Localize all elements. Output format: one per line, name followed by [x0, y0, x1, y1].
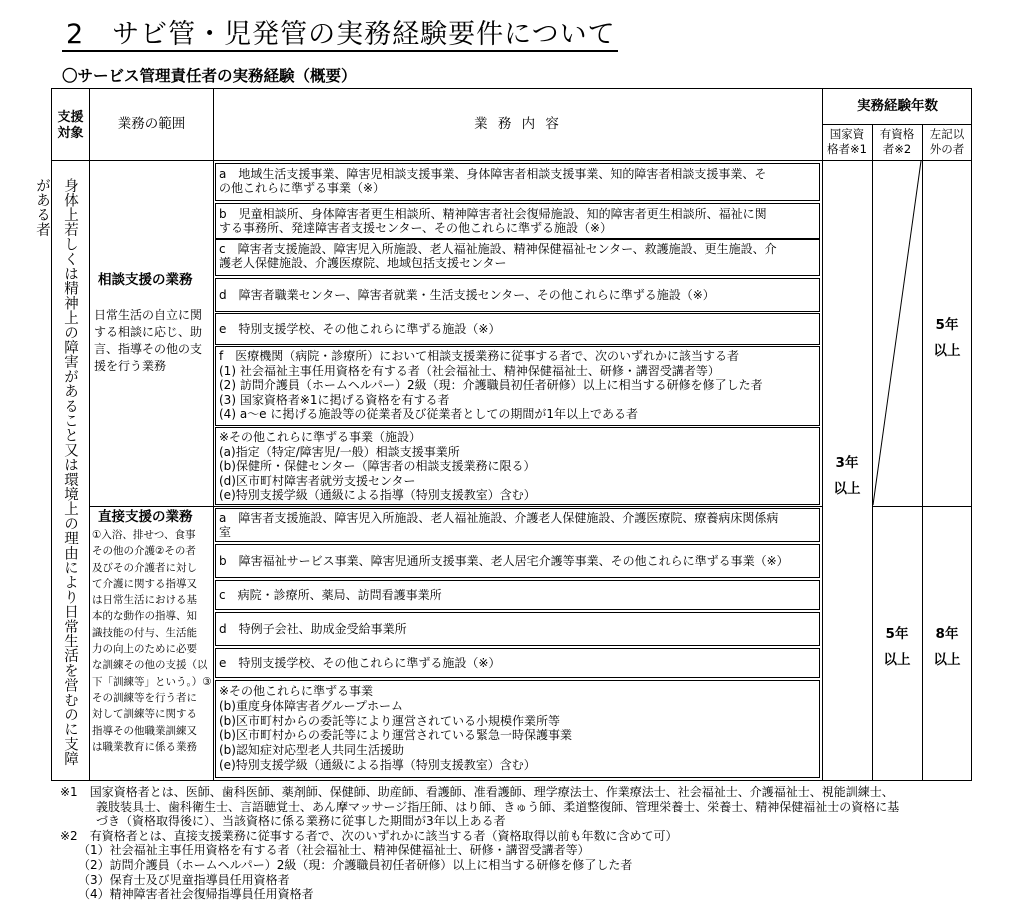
item-line: (b)区市町村からの委託等により運営されている緊急一時保護事業	[219, 728, 572, 743]
col-divider	[822, 88, 823, 781]
header-years: 実務経験年数	[857, 98, 938, 114]
footnotes	[60, 785, 899, 902]
consult-item-e: e 特別支援学校、その他これらに準ずる施設（※）	[219, 322, 501, 336]
header-target-line: 支援	[57, 110, 84, 125]
years-line: 5年	[935, 317, 959, 333]
item-line: (e)特別支援学級（通級による指導（特別支援教室）含む）	[219, 757, 536, 772]
desc-line: 下「訓練等」という。）③	[92, 675, 212, 688]
years-line: 以上	[933, 343, 961, 359]
direct-item-c: c 病院・診療所、薬局、訪問看護事業所	[219, 588, 442, 602]
years-line: 5年	[885, 626, 909, 642]
header-col-line: 左記以	[929, 127, 965, 141]
years-national	[822, 450, 872, 502]
footnote-line: 義肢装具士、歯科衛生士、言語聴覚士、あん摩マッサージ指圧師、はり師、きゅう師、柔道整復師、管理栄養士、栄養士、精神保健福祉士の資格に基	[60, 799, 900, 814]
item-line: (b)区市町村からの委託等により運営されている小規模作業所等	[219, 713, 560, 728]
consult-item-b	[219, 207, 767, 235]
desc-line: 本的な動作の指導、知	[92, 610, 197, 623]
item-line: ※その他これらに準ずる事業（施設）	[219, 430, 422, 444]
direct-item-d: d 特例子会社、助成金受給事業所	[219, 622, 407, 636]
header-col-line: 外の者	[929, 142, 965, 156]
item-line: (1) 社会福祉主事任用資格を有する者（社会福祉士、精神保健福祉士、研修・講習受講者等）	[219, 363, 720, 378]
section-subtitle: 〇サービス管理責任者の実務経験（概要）	[62, 67, 357, 85]
consult-scope-desc: 日常生活の自立に関する相談に応じ、助言、指導その他の支援を行う業務	[94, 308, 203, 373]
header-col-line: 国家資	[829, 127, 865, 141]
desc-line: な訓練その他の支援（以	[92, 659, 208, 672]
direct-item-e: e 特別支援学校、その他これらに準ずる施設（※）	[219, 656, 501, 670]
consult-item-c	[219, 242, 777, 270]
item-line: (a)指定（特定/障害児/一般）相談支援事業所	[219, 444, 460, 459]
footnote-line: （4）精神障害者社会復帰指導員任用資格者	[60, 887, 314, 902]
item-line: a 地域生活支援事業、障害児相談支援事業、身体障害者相談支援事業、知的障害者相談支援事業、そ	[219, 167, 767, 181]
item-line: (d)区市町村障害者就労支援センター	[219, 473, 416, 488]
desc-line: その訓練等を行う者に	[92, 691, 197, 704]
years-consult-other	[922, 312, 972, 364]
item-line: f 医療機関（病院・診療所）において相談支援業務に従事する者で、次のいずれかに該当する者	[219, 349, 739, 363]
consult-item-a	[219, 167, 766, 195]
item-line: (b)重度身体障害者グループホーム	[219, 698, 404, 713]
item-line: (b)保健所・保健センター（障害者の相談支援業務に限る）	[219, 459, 536, 474]
header-col-national	[822, 127, 872, 157]
years-line: 以上	[883, 652, 911, 668]
direct-item-b: b 障害福祉サービス事業、障害児通所支援事業、老人居宅介護等事業、その他これらに準ずる事業（※）	[219, 554, 789, 568]
years-line: 以上	[933, 652, 961, 668]
years-direct-qualified	[872, 621, 922, 673]
item-line: (2) 訪問介護員（ホームヘルパー）2級（現：介護職員初任者研修）以上に相当する研修を修了した者	[219, 378, 763, 393]
header-target	[52, 110, 89, 142]
col-divider	[89, 88, 90, 781]
header-col-line: 格者※1	[827, 142, 867, 156]
row-divider	[51, 160, 972, 161]
consult-item-f	[219, 349, 763, 422]
col-divider	[213, 88, 214, 781]
item-line: の他これらに準ずる事業（※）	[219, 181, 386, 195]
header-col-line: 者※2	[882, 142, 912, 156]
page-title: 2 サビ管・児発管の実務経験要件について	[66, 19, 616, 50]
desc-line: 対して訓練等に関する	[92, 708, 197, 721]
title-underline	[62, 50, 618, 52]
desc-line: 及びその介護者に対し	[92, 561, 197, 574]
desc-line: は職業教育に係る業務	[92, 740, 197, 753]
row-divider	[822, 124, 972, 125]
desc-line: て介護に関する指導又	[92, 577, 197, 590]
item-line: (e)特別支援学級（通級による指導（特別支援教室）含む）	[219, 488, 536, 503]
item-line: する事務所、発達障害者支援センター、その他これらに準ずる施設（※）	[219, 221, 613, 235]
header-scope: 業務の範囲	[117, 116, 186, 132]
header-col-qualified	[872, 127, 922, 157]
col-divider	[922, 124, 923, 781]
section-divider	[89, 506, 822, 507]
desc-line: は日常生活における基	[92, 594, 197, 607]
header-content: 業 務 内 容	[474, 116, 562, 132]
footnote-line: ※1 国家資格者とは、医師、歯科医師、薬剤師、保健師、助産師、看護師、准看護師、理学療法士、作業療法士、社会福祉士、介護福祉士、視能訓練士、	[60, 785, 894, 799]
item-line: (b)認知症対応型老人共同生活援助	[219, 743, 404, 758]
footnote-line: （1）社会福祉主事任用資格を有する者（社会福祉士、精神保健福祉士、研修・講習受講者等）	[60, 843, 590, 858]
years-line: 3年	[835, 455, 859, 471]
desc-line: その他の介護②その者	[92, 545, 196, 558]
support-target-text: 身体上若しくは精神上の障害があること又は環境上の理由により日常生活を営むのに支障がある者	[34, 178, 78, 766]
years-line: 以上	[833, 481, 861, 497]
footnote-line: ※2 有資格者とは、直接支援業務に従事する者で、次のいずれかに該当する者（資格取得以前も年数に含めて可）	[60, 828, 678, 843]
item-line: 護老人保健施設、介護医療院、地域包括支援センター	[219, 256, 507, 270]
header-target-line: 対象	[57, 126, 84, 141]
item-line: ※その他これらに準ずる事業	[219, 684, 374, 698]
item-line: c 障害者支援施設、障害児入所施設、老人福祉施設、精神保健福祉センター、救護施設、更生施設、介	[219, 242, 777, 256]
item-line: a 障害者支援施設、障害児入所施設、老人福祉施設、介護老人保健施設、介護医療院、療養病床関係病	[219, 511, 779, 525]
item-line: (4) a～e に掲げる施設等の従業者及び従業者としての期間が1年以上である者	[219, 407, 639, 422]
item-line: (3) 国家資格者※1に掲げる資格を有する者	[219, 392, 450, 407]
desc-line: ①入浴、排せつ、食事	[92, 529, 196, 541]
item-line: 室	[219, 525, 232, 539]
footnote-line: （3）保育士及び児童指導員任用資格者	[60, 872, 290, 887]
footnote-line: （2）訪問介護員（ホームヘルパー）2級（現：介護職員初任者研修）以上に相当する研修を修了した者	[60, 857, 633, 872]
direct-item-a	[219, 511, 778, 539]
not-applicable-slash	[872, 160, 922, 506]
item-line: b 児童相談所、身体障害者更生相談所、精神障害者社会復帰施設、知的障害者更生相談所、福祉に関	[219, 207, 767, 221]
years-direct-other	[922, 621, 972, 673]
footnote-line: づき（資格取得後に）、当該資格に係る業務に従事した期間が3年以上ある者	[60, 814, 506, 829]
header-col-line: 有資格	[879, 127, 915, 141]
direct-scope-desc	[92, 527, 212, 755]
consult-item-other	[219, 430, 536, 503]
desc-line: 識技能の付与、生活能	[92, 626, 197, 639]
section-divider	[872, 506, 972, 507]
desc-line: 力の向上のために必要	[92, 643, 197, 656]
consult-scope-name: 相談支援の業務	[98, 272, 193, 288]
header-col-other	[922, 127, 972, 157]
consult-item-d: d 障害者職業センター、障害者就業・生活支援センター、その他これらに準ずる施設（※）	[219, 288, 715, 302]
direct-scope-name: 直接支援の業務	[98, 509, 193, 525]
direct-item-other	[219, 684, 572, 773]
desc-line: 指導その他職業訓練又	[92, 724, 197, 737]
years-line: 8年	[935, 626, 959, 642]
